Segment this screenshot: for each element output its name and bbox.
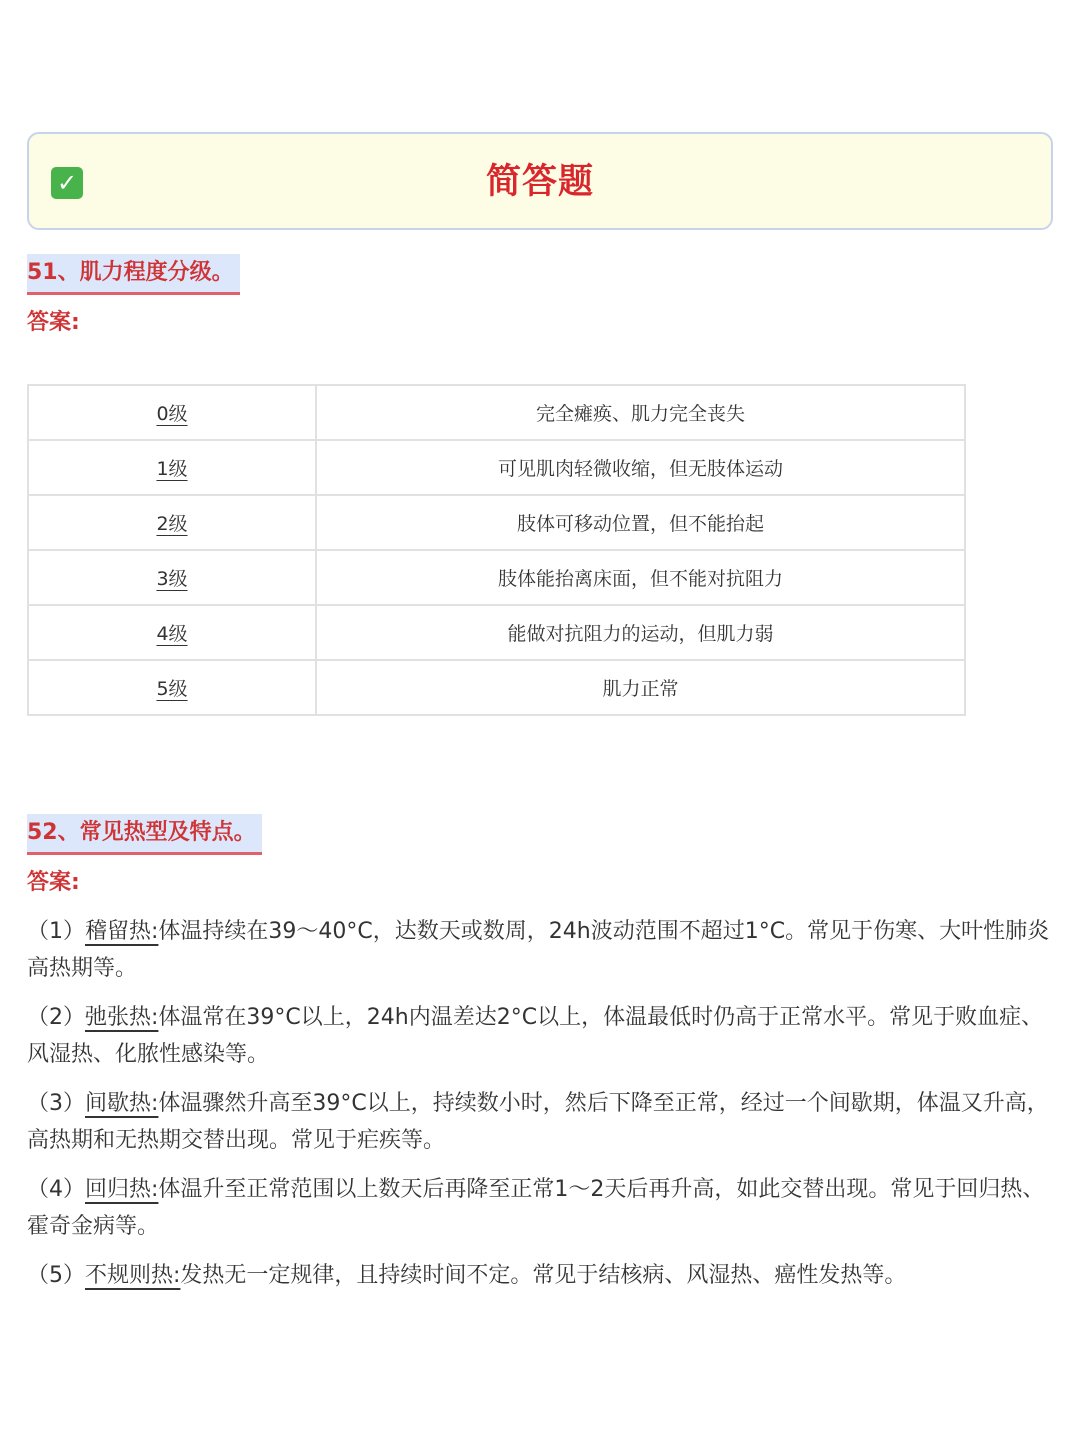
description-cell: 可见肌肉轻微收缩，但无肢体运动 bbox=[316, 440, 965, 495]
question-51-answer-label: 答案: bbox=[27, 310, 80, 335]
grade-label: 0级 bbox=[156, 403, 188, 425]
section-header-card bbox=[27, 132, 1053, 230]
item-number: （3） bbox=[27, 1091, 85, 1116]
fever-type-item bbox=[27, 1171, 1057, 1245]
grade-cell bbox=[28, 550, 316, 605]
grade-label: 2级 bbox=[156, 513, 188, 535]
table-row bbox=[28, 440, 965, 495]
item-number: （2） bbox=[27, 1005, 85, 1030]
grade-cell bbox=[28, 385, 316, 440]
grade-cell bbox=[28, 440, 316, 495]
fever-description: 体温常在39°C以上，24h内温差达2°C以上，体温最低时仍高于正常水平。常见于败血症、风湿热、化脓性感染等。 bbox=[27, 1005, 1044, 1067]
table-row bbox=[28, 495, 965, 550]
fever-description: 体温持续在39～40°C，达数天或数周，24h波动范围不超过1°C。常见于伤寒、大叶性肺炎高热期等。 bbox=[27, 919, 1050, 981]
fever-term: 回归热: bbox=[85, 1177, 159, 1202]
fever-type-item bbox=[27, 999, 1057, 1073]
item-number: （5） bbox=[27, 1263, 85, 1288]
section-title: 简答题 bbox=[485, 162, 594, 202]
grade-label: 5级 bbox=[156, 678, 188, 700]
grade-label: 4级 bbox=[156, 623, 188, 645]
fever-term: 不规则热: bbox=[85, 1263, 181, 1288]
grade-cell bbox=[28, 495, 316, 550]
fever-type-item bbox=[27, 1257, 1057, 1294]
description-cell: 完全瘫痪、肌力完全丧失 bbox=[316, 385, 965, 440]
grade-label: 1级 bbox=[156, 458, 188, 480]
check-mark-icon: ✓ bbox=[51, 167, 83, 199]
item-number: （1） bbox=[27, 919, 85, 944]
question-52-answer-label: 答案: bbox=[27, 870, 80, 895]
description-cell: 能做对抗阻力的运动，但肌力弱 bbox=[316, 605, 965, 660]
table-row bbox=[28, 605, 965, 660]
description-cell: 肢体能抬离床面，但不能对抗阻力 bbox=[316, 550, 965, 605]
table-row bbox=[28, 550, 965, 605]
question-51-title: 51、肌力程度分级。 bbox=[27, 254, 240, 295]
description-cell: 肌力正常 bbox=[316, 660, 965, 715]
item-number: （4） bbox=[27, 1177, 85, 1202]
fever-term: 弛张热: bbox=[85, 1005, 159, 1030]
question-52-title: 52、常见热型及特点。 bbox=[27, 814, 262, 855]
grade-cell bbox=[28, 660, 316, 715]
grade-cell bbox=[28, 605, 316, 660]
fever-description: 体温骤然升高至39°C以上，持续数小时，然后下降至正常，经过一个间歇期，体温又升高，高热期和无热期交替出现。常见于疟疾等。 bbox=[27, 1091, 1049, 1153]
muscle-strength-grade-table bbox=[27, 384, 966, 716]
table-row bbox=[28, 660, 965, 715]
table-row bbox=[28, 385, 965, 440]
description-cell: 肢体可移动位置，但不能抬起 bbox=[316, 495, 965, 550]
fever-term: 稽留热: bbox=[85, 919, 159, 944]
fever-description: 体温升至正常范围以上数天后再降至正常1～2天后再升高，如此交替出现。常见于回归热、霍奇金病等。 bbox=[27, 1177, 1045, 1239]
fever-type-item bbox=[27, 1085, 1057, 1159]
fever-description: 发热无一定规律，且持续时间不定。常见于结核病、风湿热、癌性发热等。 bbox=[180, 1263, 907, 1288]
fever-term: 间歇热: bbox=[85, 1091, 159, 1116]
fever-type-item bbox=[27, 913, 1057, 987]
grade-label: 3级 bbox=[156, 568, 188, 590]
